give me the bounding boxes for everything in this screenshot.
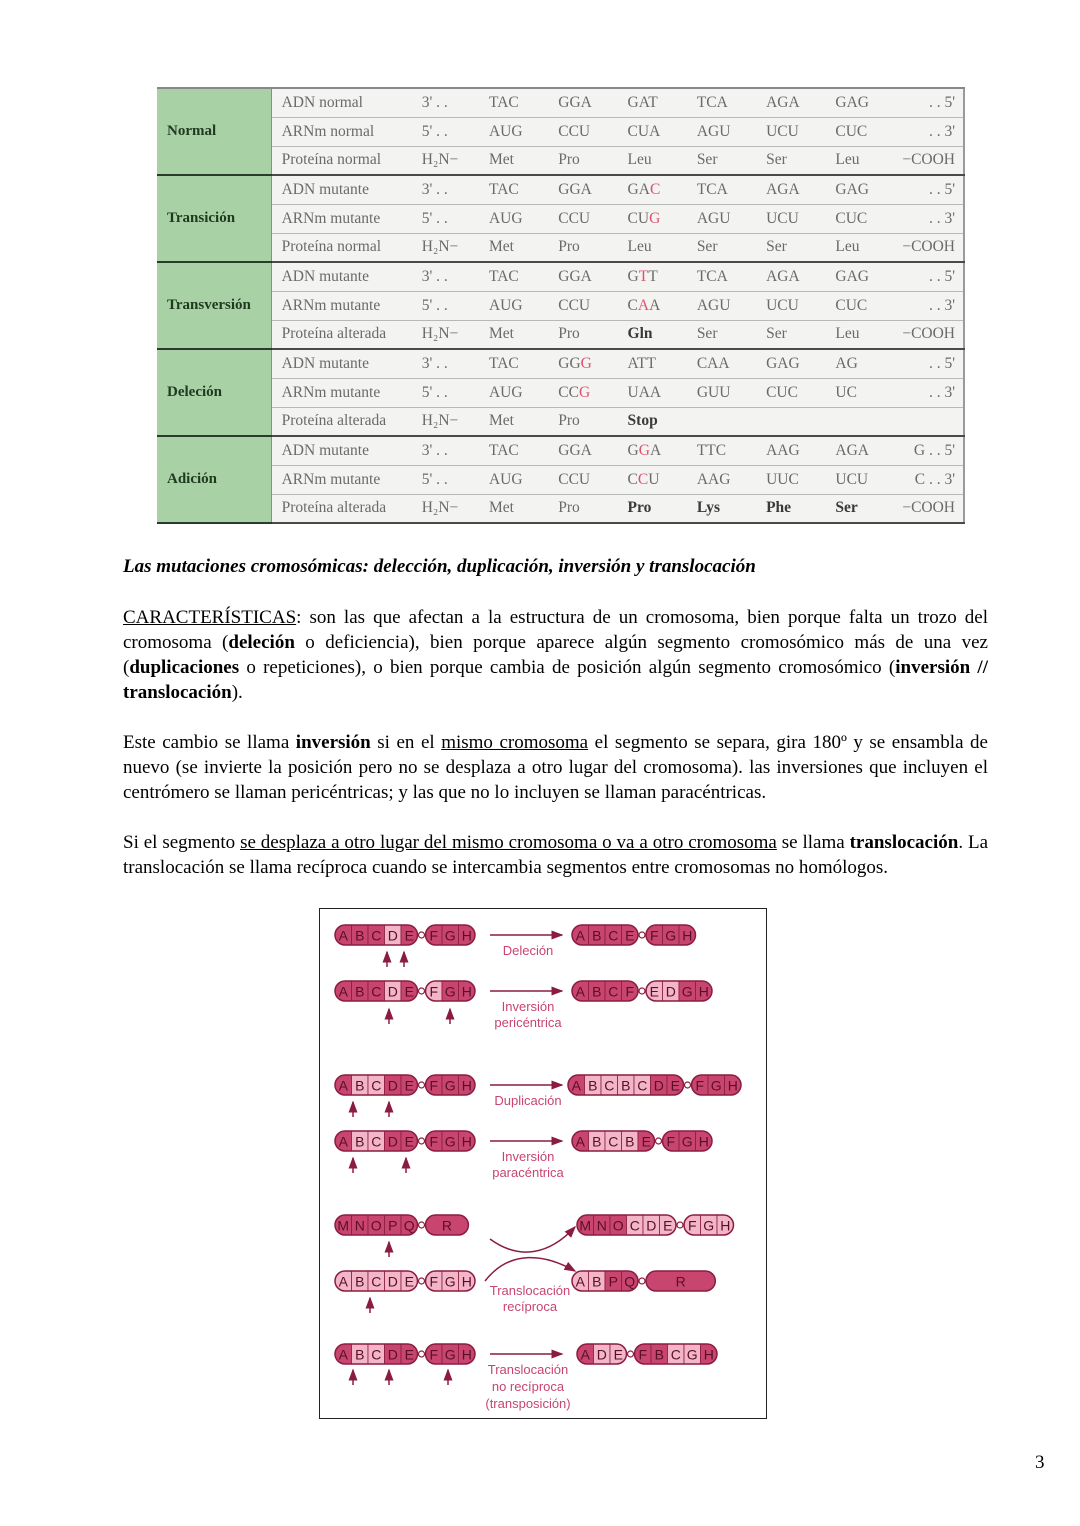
mutation-label: Deleción [502,943,554,958]
codon-cell: GGA [548,436,617,465]
svg-text:G: G [444,1273,456,1290]
chromosome-para-before [335,1131,475,1151]
svg-text:M: M [337,1217,350,1234]
svg-text:A: A [575,927,585,944]
svg-text:O: O [370,1217,382,1234]
svg-text:E: E [613,1346,623,1363]
svg-text:C: C [371,983,382,1000]
strand-start: 3' . . [412,88,479,117]
codon-cell: GAT [618,88,687,117]
codon-cell: CUC [825,291,894,320]
codon-cell: GGA [548,175,617,204]
chromosome-peri-after [572,981,712,1001]
codon-cell: AG [825,349,894,378]
svg-text:H: H [698,1133,709,1150]
mutation-label: no recíproca [491,1379,565,1394]
codon-cell: TAC [479,262,548,291]
codon-cell: TCA [687,175,756,204]
strand-end: . . 3' [895,378,964,407]
codon-cell: CCU [548,291,617,320]
svg-text:G: G [444,983,456,1000]
svg-text:E: E [404,1346,414,1363]
table-row [157,378,964,407]
svg-text:C: C [371,1273,382,1290]
svg-text:E: E [404,927,414,944]
codon-cell: Leu [825,146,894,175]
chromosome-dup-before [335,1075,475,1095]
chromosome-del-before [335,925,475,945]
row-label: ARNm normal [271,117,412,146]
characteristics-heading: CARACTERÍSTICAS [123,607,297,628]
svg-text:M: M [579,1217,592,1234]
mutation-label: recíproca [502,1299,558,1314]
strand-end: −COOH [895,320,964,349]
svg-text:H: H [698,983,709,1000]
mutation-type-cell: Normal [157,88,271,175]
codon-cell: UC [825,378,894,407]
chromosome-dup-after [568,1075,741,1095]
svg-text:F: F [666,1133,676,1150]
strand-end: . . 5' [895,88,964,117]
codon-cell: Lys [687,494,756,523]
svg-text:C: C [371,1133,382,1150]
svg-text:D: D [596,1346,607,1363]
strand-end: . . 3' [895,117,964,146]
svg-text:F: F [429,927,439,944]
row-label: Proteína normal [271,146,412,175]
svg-text:B: B [355,1273,365,1290]
svg-text:H: H [727,1077,738,1094]
svg-text:A: A [338,1133,348,1150]
table-row [157,204,964,233]
svg-text:G: G [686,1346,698,1363]
svg-text:G: G [681,1133,693,1150]
svg-text:R: R [675,1273,686,1290]
strand-end [895,407,964,436]
svg-text:B: B [355,983,365,1000]
chromosome-rec-bottom-after [572,1271,715,1291]
codon-cell: TTC [687,436,756,465]
codon-cell: CCU [618,465,687,494]
row-label: Proteína alterada [271,494,412,523]
svg-text:D: D [387,1273,398,1290]
strand-end: −COOH [895,233,964,262]
svg-text:F: F [429,1077,439,1094]
chromosome-rec-top-before [335,1215,468,1235]
table-row [157,117,964,146]
strand-end: . . 5' [895,175,964,204]
svg-text:O: O [612,1217,624,1234]
svg-text:P: P [388,1217,398,1234]
codon-cell: UAA [618,378,687,407]
codon-cell: CAA [687,349,756,378]
svg-text:B: B [654,1346,664,1363]
codon-cell [756,407,825,436]
codon-cell: Pro [548,146,617,175]
svg-text:A: A [571,1077,581,1094]
strand-start: 3' . . [412,262,479,291]
codon-cell: Gln [618,320,687,349]
svg-text:H: H [461,1133,472,1150]
svg-text:N: N [596,1217,607,1234]
svg-text:C: C [608,983,619,1000]
strand-start: H₂N− [412,494,479,523]
mutation-label: Translocación [487,1362,569,1377]
svg-text:E: E [404,983,414,1000]
table-row [157,175,964,204]
codon-cell: ATT [618,349,687,378]
svg-text:A: A [575,1273,585,1290]
table-row [157,407,964,436]
codon-cell: AGU [687,204,756,233]
svg-text:B: B [355,927,365,944]
codon-cell: CCG [548,378,617,407]
strand-end: −COOH [895,494,964,523]
svg-text:G: G [703,1217,715,1234]
codon-cell: AUG [479,204,548,233]
codon-cell: Met [479,320,548,349]
svg-text:D: D [387,1346,398,1363]
chromosome-peri-before [335,981,475,1001]
codon-cell: UCU [756,204,825,233]
svg-text:B: B [625,1133,635,1150]
codon-cell: AUG [479,465,548,494]
row-label: Proteína alterada [271,407,412,436]
codon-cell: Pro [618,494,687,523]
svg-text:E: E [670,1077,680,1094]
codon-cell: Ser [756,320,825,349]
codon-cell: Met [479,407,548,436]
codon-cell: Met [479,146,548,175]
codon-cell: Leu [618,146,687,175]
chromosome-rec-bottom-before [335,1271,475,1291]
svg-text:E: E [404,1077,414,1094]
svg-text:B: B [592,1133,602,1150]
row-label: ADN mutante [271,436,412,465]
codon-cell: Met [479,494,548,523]
page-number: 3 [1035,1452,1045,1473]
codon-cell: AUG [479,291,548,320]
chromosome-rec-top-after [577,1215,734,1235]
row-label: ARNm mutante [271,291,412,320]
svg-text:H: H [703,1346,714,1363]
strand-start: 5' . . [412,291,479,320]
table-row [157,494,964,523]
chromosome-mutation-diagram [319,908,767,1419]
strand-end: G . . 5' [895,436,964,465]
svg-text:F: F [687,1217,697,1234]
svg-text:F: F [638,1346,648,1363]
codon-cell: Ser [825,494,894,523]
table-row [157,262,964,291]
codon-cell: Leu [825,233,894,262]
codon-cell: CCU [548,117,617,146]
svg-text:Q: Q [403,1217,415,1234]
table-row [157,349,964,378]
codon-cell: UCU [756,291,825,320]
svg-text:H: H [461,1077,472,1094]
mutation-label: Inversión [501,999,555,1014]
chromosome-diagram-svg [320,909,768,1420]
mutation-label: Translocación [489,1283,571,1298]
svg-text:F: F [429,1133,439,1150]
row-label: Proteína alterada [271,320,412,349]
mutation-type-cell: Transición [157,175,271,262]
svg-text:P: P [608,1273,618,1290]
codon-cell: Phe [756,494,825,523]
row-label: Proteína normal [271,233,412,262]
svg-text:C: C [608,1133,619,1150]
codon-cell: TCA [687,262,756,291]
mutation-type-cell: Deleción [157,349,271,436]
codon-cell: Pro [548,494,617,523]
codon-cell: AGA [756,88,825,117]
svg-text:G: G [665,927,677,944]
svg-text:A: A [575,983,585,1000]
svg-text:G: G [681,983,693,1000]
svg-text:H: H [682,927,693,944]
strand-start: H₂N− [412,407,479,436]
codon-cell: GAG [825,175,894,204]
codon-cell: AGU [687,291,756,320]
codon-cell: CCU [548,204,617,233]
codon-cell: CUC [756,378,825,407]
inversion-paragraph: Este cambio se llama inversión si en el mismo cromosoma el segmento se separa, gira 180º y se ensambla de nuevo (se invierte la posición pero no se desplaza a otro lugar del cromosoma). las inversiones que incluyen el centrómero se llaman pericéntricas; y las que no lo incluyen se llaman paracéntricas. [123,732,988,803]
table-row [157,436,964,465]
svg-text:A: A [575,1133,585,1150]
codon-cell: CUA [618,117,687,146]
chromosome-norec-after [577,1344,717,1364]
svg-text:G: G [444,1133,456,1150]
mutation-type-cell: Transversión [157,262,271,349]
codon-cell: CAA [618,291,687,320]
svg-text:D: D [387,983,398,1000]
svg-text:D: D [387,927,398,944]
svg-text:E: E [641,1133,651,1150]
codon-cell: Stop [618,407,687,436]
row-label: ADN mutante [271,262,412,291]
svg-text:H: H [461,983,472,1000]
codon-cell: AGA [825,436,894,465]
codon-cell: AUG [479,378,548,407]
svg-text:G: G [444,927,456,944]
mutation-label: pericéntrica [494,1015,562,1030]
strand-start: 3' . . [412,436,479,465]
svg-text:B: B [621,1077,631,1094]
strand-end: . . 3' [895,291,964,320]
mutation-label: paracéntrica [492,1165,564,1180]
svg-text:C: C [670,1346,681,1363]
svg-text:E: E [649,983,659,1000]
codon-cell: Ser [687,320,756,349]
row-label: ADN mutante [271,175,412,204]
mutation-type-cell: Adición [157,436,271,523]
svg-text:F: F [625,983,635,1000]
svg-text:E: E [663,1217,673,1234]
table-row [157,291,964,320]
mutation-label: Duplicación [494,1093,562,1108]
codon-cell: CUC [825,204,894,233]
codon-cell: Leu [618,233,687,262]
characteristics-paragraph: CARACTERÍSTICAS: son las que afectan a la estructura de un cromosoma, bien porque falta un trozo del cromosoma (deleción o deficiencia), bien porque aparece algún segmento cromosómico más de una vez (duplicaciones o repeticiones), o bien porque cambia de posición algún segmento cromosómico (inversión // translocación). [123,607,988,703]
codon-cell: AGU [687,117,756,146]
table-row [157,88,964,117]
codon-cell [825,407,894,436]
codon-cell: TAC [479,175,548,204]
codon-cell: CCU [548,465,617,494]
strand-start: 3' . . [412,175,479,204]
row-label: ARNm mutante [271,465,412,494]
svg-text:G: G [710,1077,722,1094]
codon-cell: AGA [756,262,825,291]
codon-cell: AGA [756,175,825,204]
svg-text:C: C [608,927,619,944]
svg-text:A: A [338,1346,348,1363]
svg-text:C: C [371,1077,382,1094]
strand-end: . . 5' [895,262,964,291]
svg-text:C: C [604,1077,615,1094]
svg-text:B: B [355,1077,365,1094]
section-title: Las mutaciones cromosómicas: delección, duplicación, inversión y translocación [123,556,756,577]
row-label: ADN mutante [271,349,412,378]
codon-cell: GAG [825,262,894,291]
svg-text:F: F [649,927,659,944]
svg-text:C: C [629,1217,640,1234]
chromosome-norec-before [335,1344,475,1364]
codon-cell: GAG [756,349,825,378]
strand-start: 5' . . [412,465,479,494]
codon-cell: Leu [825,320,894,349]
point-mutation-table [157,87,965,524]
codon-cell: CUC [825,117,894,146]
table-row [157,233,964,262]
svg-text:H: H [461,927,472,944]
codon-cell: AUG [479,117,548,146]
codon-cell: TCA [687,88,756,117]
codon-cell: TAC [479,436,548,465]
codon-cell: GAG [825,88,894,117]
strand-start: 5' . . [412,204,479,233]
svg-text:B: B [592,927,602,944]
table-row [157,146,964,175]
table-row [157,320,964,349]
svg-text:F: F [429,1346,439,1363]
svg-text:Q: Q [624,1273,636,1290]
strand-end: C . . 3' [895,465,964,494]
codon-cell: GGA [548,262,617,291]
codon-cell: Pro [548,233,617,262]
svg-text:F: F [429,1273,439,1290]
strand-end: . . 5' [895,349,964,378]
codon-cell: GAC [618,175,687,204]
codon-cell: UUC [756,465,825,494]
chromosome-del-after [572,925,696,945]
mutation-label: (transposición) [485,1396,571,1411]
strand-start: 3' . . [412,349,479,378]
codon-cell: GGG [548,349,617,378]
codon-cell: UCU [825,465,894,494]
codon-cell: Ser [756,146,825,175]
codon-cell: GTT [618,262,687,291]
svg-text:B: B [355,1346,365,1363]
svg-text:R: R [441,1217,453,1234]
svg-text:D: D [387,1133,398,1150]
codon-cell: Ser [687,233,756,262]
svg-text:B: B [592,983,602,1000]
svg-text:H: H [720,1217,731,1234]
svg-text:B: B [588,1077,598,1094]
codon-cell: Pro [548,407,617,436]
svg-text:A: A [338,927,348,944]
svg-text:A: A [338,1273,348,1290]
svg-text:E: E [404,1133,414,1150]
codon-cell: TAC [479,88,548,117]
codon-cell: TAC [479,349,548,378]
codon-cell: GGA [618,436,687,465]
svg-text:F: F [429,983,439,1000]
svg-text:E: E [625,927,635,944]
svg-text:D: D [646,1217,657,1234]
strand-end: −COOH [895,146,964,175]
codon-cell: AAG [687,465,756,494]
row-label: ADN normal [271,88,412,117]
svg-text:H: H [461,1346,472,1363]
svg-text:D: D [665,983,676,1000]
svg-text:C: C [371,927,382,944]
codon-cell: Met [479,233,548,262]
codon-cell: AAG [756,436,825,465]
svg-text:C: C [371,1346,382,1363]
svg-text:A: A [338,983,348,1000]
codon-cell: GGA [548,88,617,117]
svg-text:G: G [444,1077,456,1094]
svg-text:H: H [461,1273,472,1290]
strand-start: H₂N− [412,146,479,175]
svg-text:A: A [580,1346,590,1363]
strand-start: 5' . . [412,378,479,407]
row-label: ARNm mutante [271,378,412,407]
codon-cell: CUG [618,204,687,233]
svg-text:G: G [444,1346,456,1363]
codon-cell: UCU [756,117,825,146]
strand-start: H₂N− [412,320,479,349]
codon-cell: Pro [548,320,617,349]
codon-cell: Ser [687,146,756,175]
svg-text:A: A [338,1077,348,1094]
row-label: ARNm mutante [271,204,412,233]
strand-start: H₂N− [412,233,479,262]
svg-text:B: B [592,1273,602,1290]
svg-text:B: B [355,1133,365,1150]
mutation-label: Inversión [501,1149,555,1164]
codon-cell: GUU [687,378,756,407]
codon-cell [687,407,756,436]
svg-text:D: D [653,1077,664,1094]
table-row [157,465,964,494]
chromosome-para-after [572,1131,712,1151]
svg-text:D: D [387,1077,398,1094]
translocation-paragraph: Si el segmento se desplaza a otro lugar del mismo cromosoma o va a otro cromosoma se llama translocación. La translocación se llama recíproca cuando se intercambia segmentos entre cromosomas no homólogos. [123,832,989,878]
codon-cell: Ser [756,233,825,262]
svg-text:E: E [404,1273,414,1290]
svg-text:N: N [354,1217,365,1234]
strand-start: 5' . . [412,117,479,146]
svg-text:F: F [695,1077,705,1094]
strand-end: . . 3' [895,204,964,233]
svg-text:C: C [637,1077,648,1094]
